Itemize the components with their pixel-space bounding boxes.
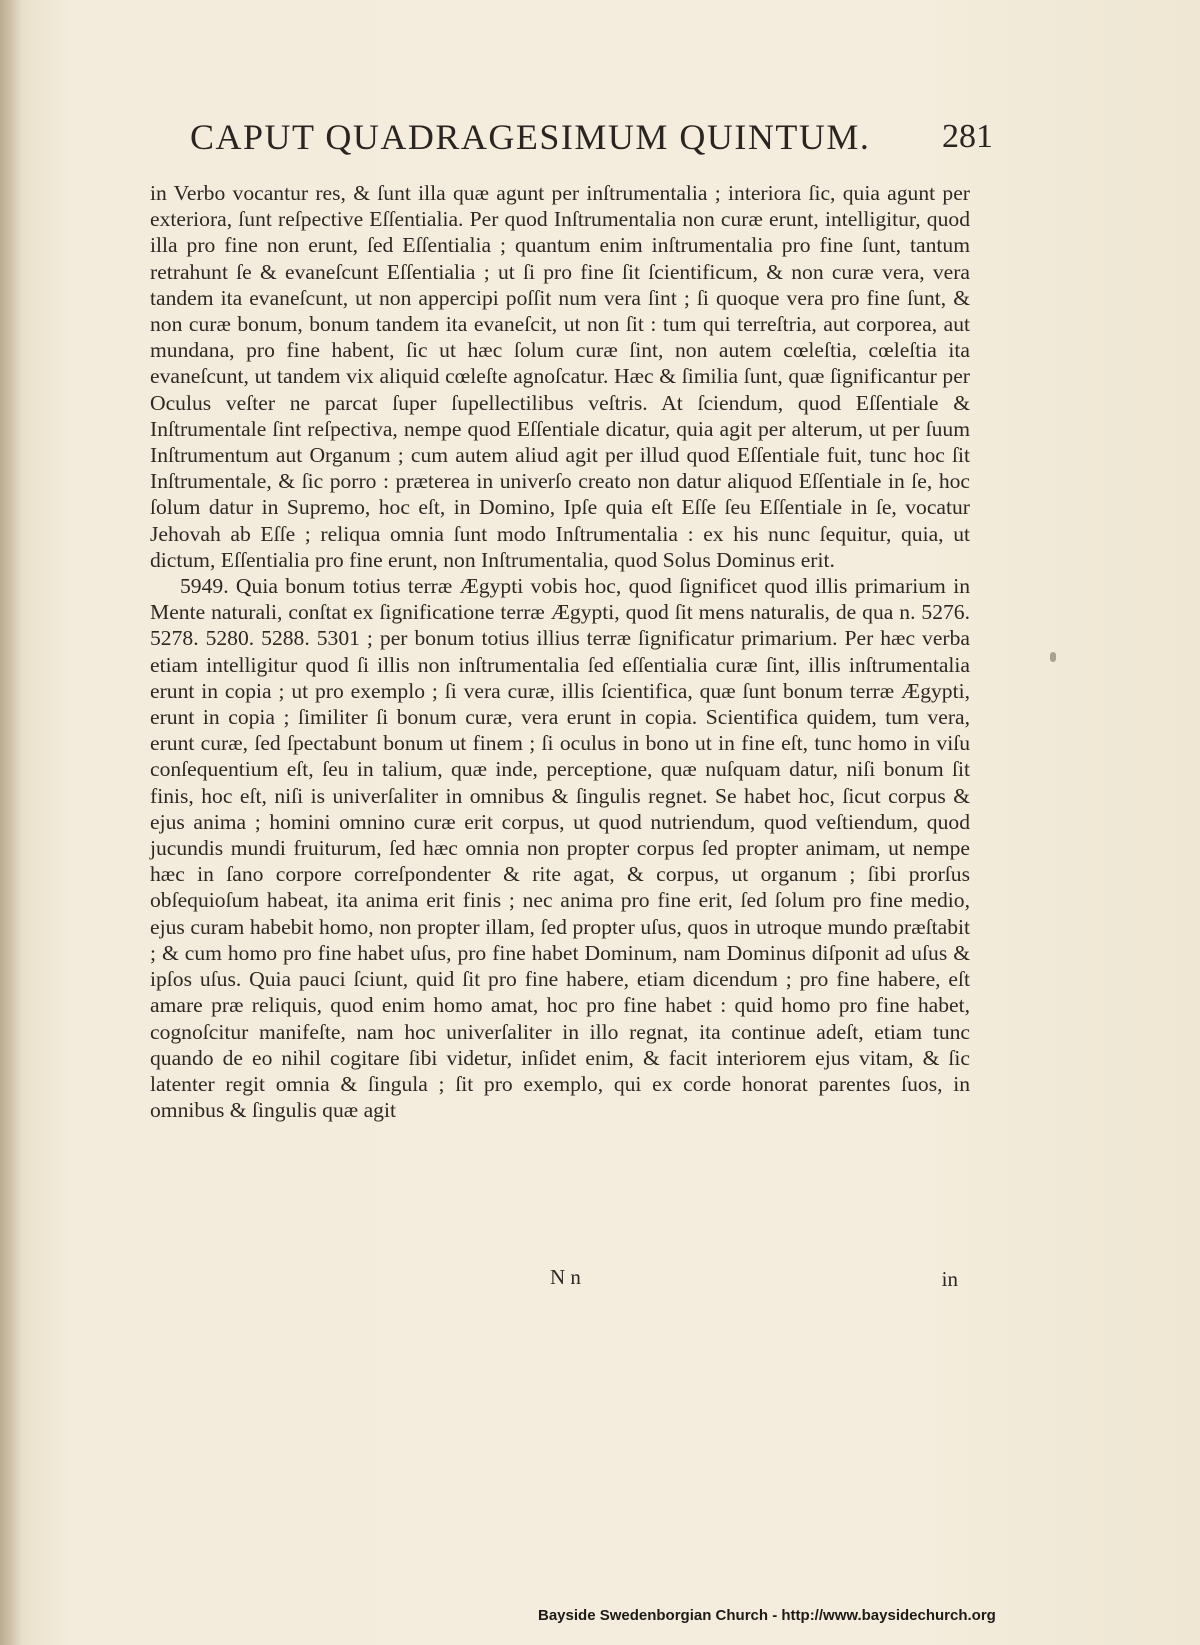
page-number: 281 <box>942 118 993 155</box>
paragraph-continued: in Verbo vocantur res, & ſunt illa quæ agunt per inſtrumentalia ; interiora ſic, quia agunt per exteriora, ſunt reſpective Eſſentialia. Per quod Inſtrumentalia non curæ erunt, intelligitur, quod illa pro fine non erunt, ſed Eſſentialia ; quantum enim inſtrumentalia pro fine ſunt, tantum retrahunt ſe & evaneſcunt Eſſentialia ; ut ſi pro fine ſit ſcientificum, & non curæ vera, vera tandem ita evaneſcunt, ut non appercipi poſſit num vera ſint ; ſi quoque vera pro fine ſunt, & non curæ bonum, bonum tandem ita evaneſcit, ut non ſit : tum qui terreſtria, aut corporea, aut mundana, pro fine habent, ſic ut hæc ſolum curæ ſint, non autem cœleſtia, cœleſtia ita evaneſcunt, ut tandem vix aliquid cœleſte agnoſcatur. Hæc & ſimilia ſunt, quæ ſignificantur per Oculus veſter ne parcat ſuper ſupellectilibus veſtris. At ſciendum, quod Eſſentiale & Inſtrumentale ſint reſpectiva, nempe quod Eſſentiale dicatur, quia agit per alterum, ut per ſuum Inſtrumentum aut Organum ; cum autem aliud agit per illud quod Eſſentiale fuit, tunc hoc ſit Inſtrumentale, & ſic porro : præterea in univerſo creato non datur aliquod Eſſentiale in ſe, hoc ſolum datur in Supremo, hoc eſt, in Domino, Ipſe quia eſt Eſſe ſeu Eſſentiale in ſe, vocatur Jehovah ab Eſſe ; reliqua omnia ſunt modo Inſtrumentalia : ex his nunc ſequitur, quia, ut dictum, Eſſentialia pro fine erunt, non Inſtrumentalia, quod Solus Dominus erit. <box>150 181 970 572</box>
source-watermark: Bayside Swedenborgian Church - http://www.baysidechurch.org <box>538 1607 996 1624</box>
signature-mark: N n <box>550 1265 581 1289</box>
footer-line <box>150 1265 970 1293</box>
spine-shadow <box>0 0 22 1645</box>
body-text <box>150 180 970 1123</box>
ink-speck <box>1050 652 1056 662</box>
paragraph-5949: 5949. Quia bonum totius terræ Ægypti vobis hoc, quod ſignificet quod illis primarium in Mente naturali, conſtat ex ſignificatione terræ Ægypti, quod ſit mens naturalis, de qua n. 5276. 5278. 5280. 5288. 5301 ; per bonum totius illius terræ ſignificatur primarium. Per hæc verba etiam intelligitur quod ſi illis non inſtrumentalia ſed eſſentialia curæ ſint, illis inſtrumentalia erunt in copia ; ut pro exemplo ; ſi vera curæ, illis ſcientifica, quæ ſunt bonum terræ Ægypti, erunt in copia ; ſimiliter ſi bonum curæ, vera erunt in copia. Scientifica quidem, tum vera, erunt curæ, ſed ſpectabunt bonum ut finem ; ſi oculus in bono ut in fine eſt, tunc homo in viſu conſequentium eſt, ſeu in talium, quæ inde, perceptione, quæ nuſquam datur, niſi bonum ſit finis, hoc eſt, niſi is univerſaliter in omnibus & ſingulis regnet. Se habet hoc, ſicut corpus & ejus anima ; homini omnino curæ erit corpus, ut quod nutriendum, quod veſtiendum, quod jucundis mundi fruiturum, ſed hæc omnia non propter corpus ſed propter animam, ut nempe hæc in ſano corpore correſpondenter & rite agat, & corpus, ut organum ; ſibi prorſus obſequioſum habeat, ita anima erit finis ; nec anima pro fine erit, ſed ſolum pro fine medio, ejus curam habebit homo, non propter illam, ſed propter uſus, quos in utroque mundo præſtabit ; & cum homo pro fine habet uſus, pro fine habet Dominum, nam Dominus diſponit ad uſus & ipſos uſus. Quia pauci ſciunt, quid ſit pro fine habere, etiam dicendum ; pro fine habere, eſt amare præ reliquis, quod enim homo amat, hoc pro fine habet : quid homo pro fine habet, cognoſcitur manifeſte, nam hoc univerſaliter in illo regnat, ita continue adeſt, etiam tunc quando de eo nihil cogitare ſibi videtur, inſidet enim, & facit interiorem ejus vitam, & ſic latenter regit omnia & ſingula ; ſit pro exemplo, qui ex corde honorat parentes ſuos, in omnibus & ſingulis quæ agit <box>150 574 970 1123</box>
catchword: in <box>941 1267 958 1291</box>
chapter-title: CAPUT QUADRAGESIMUM QUINTUM. <box>190 117 871 157</box>
running-head <box>150 112 1030 172</box>
